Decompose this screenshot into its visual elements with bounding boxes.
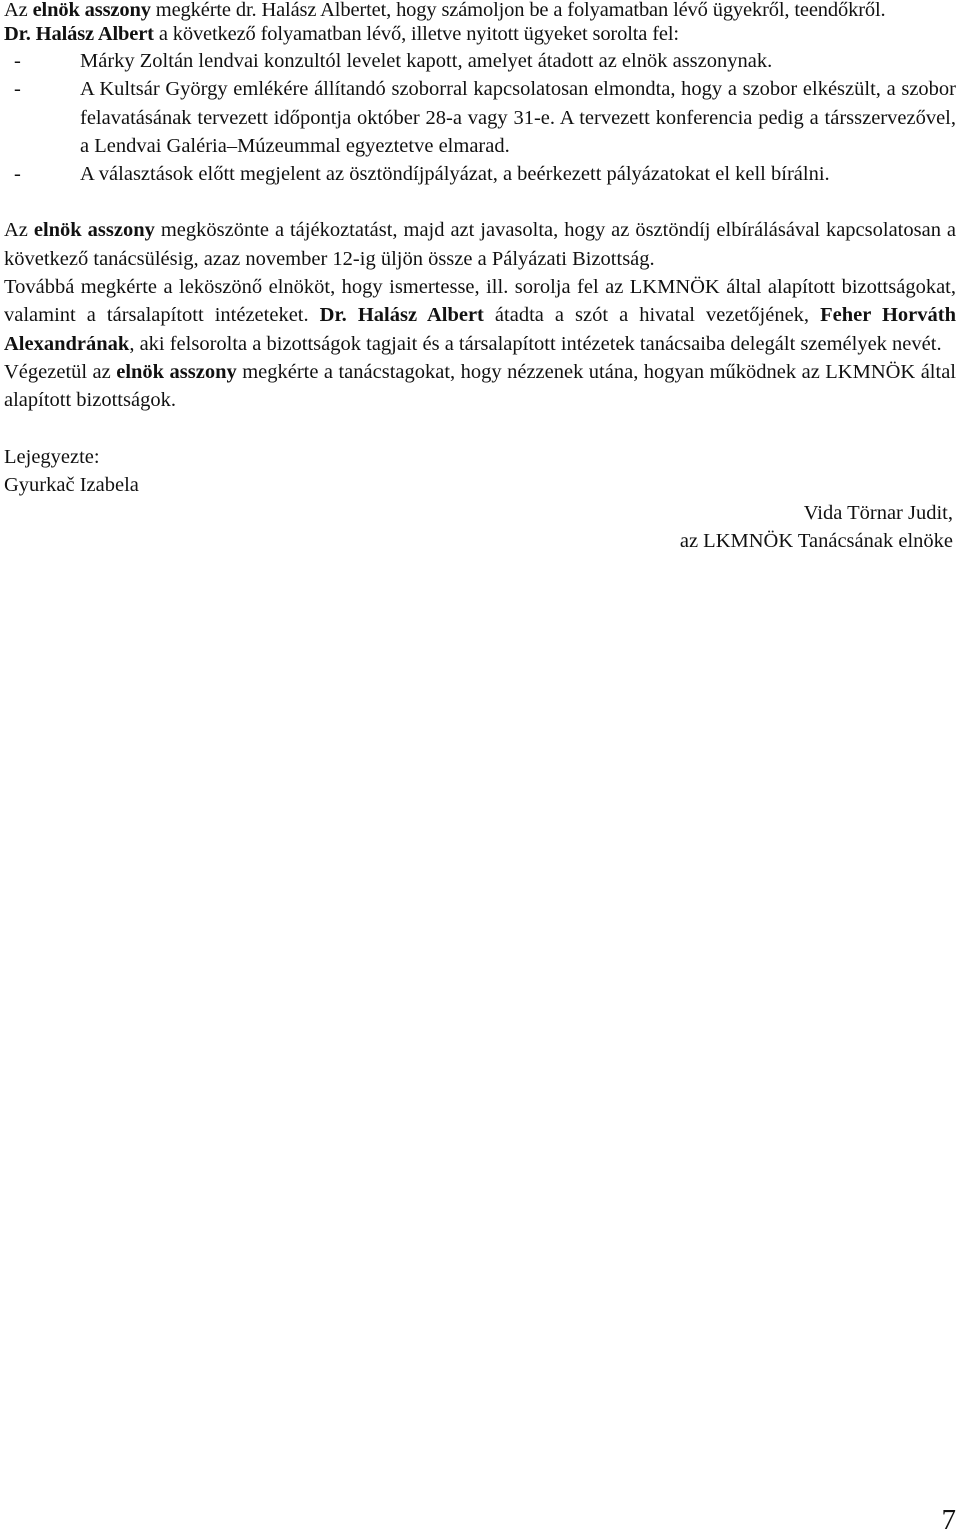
spacer — [4, 188, 956, 216]
p3-text-e: , aki felsorolta a bizottságok tagjait és a társalapított intézetek tanácsaiba delegált személyek nevét. — [129, 332, 942, 355]
list-item-text: Márky Zoltán lendvai konzultól levelet kapott, amelyet átadott az elnök asszonynak. — [80, 50, 773, 72]
report-list — [4, 47, 956, 188]
intro-paragraph — [4, 0, 956, 21]
p2-text-a: Az — [4, 219, 34, 242]
p2-speaker: elnök asszony — [33, 219, 155, 242]
list-item — [4, 47, 956, 75]
list-item-text: A Kultsár György emlékére állítandó szoborral kapcsolatosan elmondta, hogy a szobor elkészült, a szobor felavatásának tervezett időpontja október 28-a vagy 31-e. A tervezett konferencia pedig a társszervezővel, a Lendvai Galéria–Múzeummal egyeztetve elmarad. — [80, 78, 956, 157]
list-dash: - — [14, 50, 21, 72]
p4-speaker: elnök asszony — [116, 360, 237, 383]
p3-speaker: Dr. Halász Albert — [319, 304, 484, 327]
intro-text-c: megkérte dr. Halász Albertet, hogy számoljon be a folyamatban lévő ügyekről, teendőkről. — [150, 0, 886, 21]
p4-text-c: megkérte a tanácstagokat, hogy nézzenek utána, hogyan működnek az LKMNÖK által alapított bizottságok. — [4, 360, 956, 412]
list-item — [4, 75, 956, 160]
paragraph-4 — [4, 358, 956, 415]
p3-person: Feher Horváth Alexandrának — [4, 304, 957, 355]
recorder-name: Gyurkač Izabela — [4, 473, 139, 496]
list-dash: - — [14, 163, 21, 186]
page-number: 7 — [941, 1504, 956, 1536]
p3-text-a: Továbbá megkérte a leköszönő elnököt, hogy ismertesse, ill. sorolja fel az LKMNÖK által alapított bizottságokat, valamint a társalapított intézeteket. — [4, 276, 956, 327]
list-item-text: A választások előtt megjelent az ösztöndíjpályázat, a beérkezett pályázatokat el kell bírálni. — [80, 163, 830, 186]
report-heading — [4, 21, 956, 47]
p2-text-c: megköszönte a tájékoztatást, majd azt javasolta, hogy az ösztöndíj elbírálásával kapcsolatosan a következő tanácsülésig, azaz november 12-ig üljön össze a Pályázati Bizottság. — [4, 219, 957, 270]
signature-title: az LKMNÖK Tanácsának elnöke — [679, 530, 953, 553]
spacer — [4, 415, 956, 443]
report-speaker: Dr. Halász Albert — [4, 23, 154, 45]
signature-name: Vida Törnar Judit, — [803, 502, 953, 525]
signature-block — [4, 499, 956, 556]
recorder-label: Lejegyezte: — [4, 445, 100, 468]
intro-speaker: elnök asszony — [32, 0, 151, 21]
list-dash: - — [14, 78, 21, 101]
intro-text-a: Az — [4, 0, 33, 21]
paragraph-3 — [4, 273, 956, 358]
p4-text-a: Végezetül az — [4, 360, 117, 383]
report-text: a következő folyamatban lévő, illetve nyitott ügyeket sorolta fel: — [153, 23, 679, 45]
p3-text-c: átadta a szót a hivatal vezetőjének, — [483, 304, 821, 327]
list-item — [4, 160, 956, 188]
document-page — [4, 0, 956, 556]
paragraph-2 — [4, 216, 956, 273]
